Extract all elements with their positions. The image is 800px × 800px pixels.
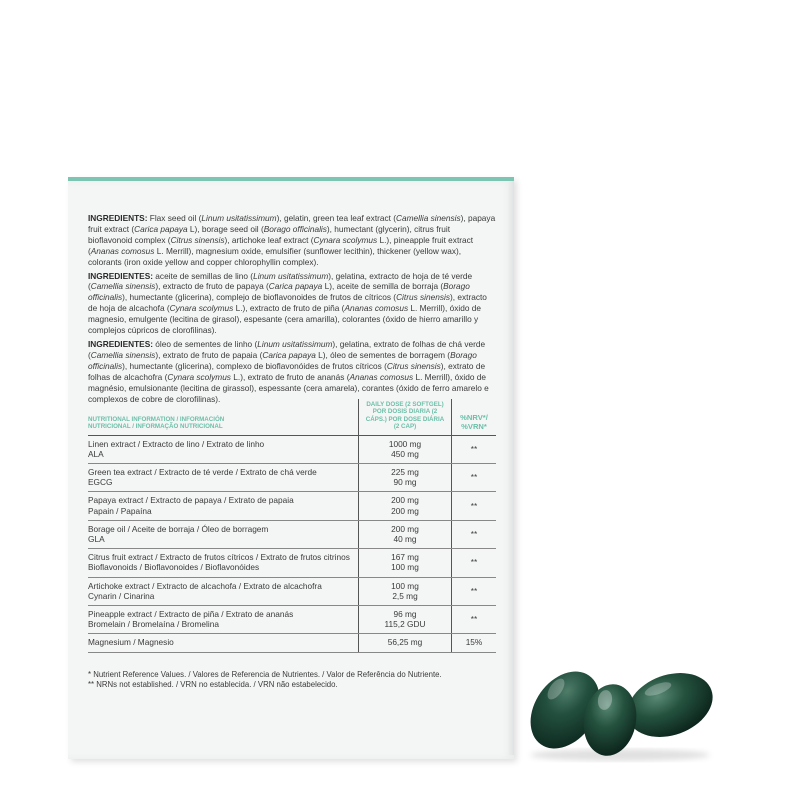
ingredients-text: L. Merrill), óxido de magnesio, emulgente (lecitina de girasol), espesante (cera amarilla), colorantes (óxido de hierro amarillo y complejos cúpricos de clorofilinas). — [88, 303, 481, 336]
row-label — [88, 435, 359, 463]
ingredients-heading: INGREDIENTES: — [88, 338, 153, 349]
ingredients-text: L), borage seed oil ( — [187, 223, 264, 234]
table-row — [88, 492, 496, 520]
row-label — [88, 577, 359, 605]
ingredients-text: L. Merrill), óxido de magnésio, emulsionante (lecitina de girassol), espessante (cera amarela), corantes (óxido de ferro amarelo e complexos de cobre de clorofilinas). — [88, 371, 489, 404]
latin-name: Borago officinalis — [263, 223, 327, 234]
row-dose-2: 450 mg — [391, 448, 419, 459]
ingredients-text: L.), extrato de fruto de ananás ( — [230, 371, 350, 382]
row-dose-1: 200 mg — [391, 495, 419, 506]
row-name: Linen extract / Extracto de lino / Extrato de linho — [88, 438, 265, 449]
latin-name: Linum usitatissimum — [253, 270, 329, 281]
row-name: Magnesium / Magnesio — [88, 637, 174, 648]
latin-name: Carica papaya — [262, 349, 316, 360]
row-name: Papaya extract / Extracto de papaya / Extrato de papaia — [88, 495, 294, 506]
ingredients-text: aceite de semillas de lino ( — [153, 270, 254, 281]
row-nrv: ** — [452, 549, 497, 577]
row-nrv: ** — [452, 492, 497, 520]
row-label — [88, 549, 359, 577]
nutrition-table — [88, 399, 496, 653]
ingredients-es — [88, 271, 496, 336]
row-nrv: 15% — [452, 634, 497, 652]
ingredients-text: ), gelatina, extracto de hoja de té verde ( — [88, 270, 473, 292]
row-nrv: ** — [452, 577, 497, 605]
row-name: Green tea extract / Extracto de té verde / Extrato de chá verde — [88, 467, 317, 478]
table-row — [88, 549, 496, 577]
row-dose-1: 225 mg — [391, 467, 419, 478]
footnote-1: * Nutrient Reference Values. / Valores de Referencia de Nutrientes. / Valor de Referência do Nutriente. — [88, 670, 442, 679]
row-sub: Papain / Papaína — [88, 505, 152, 516]
latin-name: Ananas comosus — [344, 303, 409, 314]
row-dose — [359, 435, 452, 463]
table-row — [88, 520, 496, 548]
footnotes — [88, 670, 496, 690]
latin-name: Citrus sinensis — [386, 360, 441, 371]
latin-name: Carica papaya — [134, 223, 188, 234]
softgel-capsules-image — [520, 655, 720, 765]
table-row — [88, 634, 496, 652]
table-row — [88, 577, 496, 605]
ingredients-text: L), óleo de sementes de borragem ( — [315, 349, 451, 360]
latin-name: Linum usitatissimum — [257, 338, 333, 349]
latin-name: Linum usitatissimum — [201, 213, 277, 223]
latin-name: Camellia sinensis — [90, 281, 156, 292]
product-box — [68, 177, 514, 759]
ingredients-text: ), artichoke leaf extract ( — [224, 234, 314, 245]
ingredients-text: Flax seed oil ( — [147, 213, 202, 223]
header-nrv: %NRV*/ %VRN* — [452, 399, 497, 435]
ingredients-en — [88, 213, 496, 268]
latin-name: Citrus sinensis — [170, 234, 225, 245]
row-dose — [359, 634, 452, 652]
latin-name: Camellia sinensis — [90, 349, 156, 360]
ingredients-heading: INGREDIENTS: — [88, 213, 148, 223]
ingredients-text: L.), pineapple fruit extract ( — [88, 234, 474, 256]
row-name: Pineapple extract / Extracto de piña / Extrato de ananás — [88, 609, 294, 620]
table-row — [88, 606, 496, 634]
ingredients-text: ), extracto de hoja de alcachofa ( — [88, 292, 487, 314]
ingredients-text: L. Merrill), magnesium oxide, emulsifier (sunflower lecithin), thickener (yellow wax), colorants (iron oxide yellow and copper chlorophyllin complex). — [88, 245, 462, 267]
ingredients-text: ), gelatina, extrato de folhas de chá verde ( — [88, 338, 486, 360]
ingredients-text: ), extrato de folhas de alcachofra ( — [88, 360, 486, 382]
row-sub: Bromelain / Bromelaína / Bromelina — [88, 619, 219, 630]
row-dose — [359, 492, 452, 520]
row-dose — [359, 464, 452, 492]
ingredients-text: ), papaya fruit extract ( — [88, 213, 496, 234]
table-row — [88, 464, 496, 492]
row-label — [88, 464, 359, 492]
latin-name: Citrus sinensis — [396, 292, 451, 303]
row-dose-2: 100 mg — [391, 562, 419, 573]
ingredients-pt — [88, 339, 496, 404]
box-edge — [508, 181, 514, 755]
row-nrv: ** — [452, 520, 497, 548]
ingredients-text: ), extracto de fruto de papaya ( — [155, 281, 269, 292]
row-dose-2: 115,2 GDU — [384, 619, 426, 630]
row-sub: GLA — [88, 534, 105, 545]
row-label — [88, 606, 359, 634]
row-dose-2: 200 mg — [391, 505, 419, 516]
row-dose — [359, 520, 452, 548]
latin-name: Borago officinalis — [88, 281, 470, 303]
header-label: NUTRITIONAL INFORMATION / INFORMACIÓN NUTRICIONAL / INFORMAÇÃO NUTRICIONAL — [88, 399, 359, 435]
ingredients-text: ), extrato de fruto de papaia ( — [155, 349, 263, 360]
ingredients-text: ), humectant (glycerin), citrus fruit bioflavonoid complex ( — [88, 223, 451, 245]
row-dose — [359, 549, 452, 577]
header-dose: DAILY DOSE (2 SOFTGEL) POR DOSIS DIARIA (2 CÁPS.) POR DOSE DIÁRIA (2 CAP) — [359, 399, 452, 435]
row-name: Citrus fruit extract / Extracto de frutos cítricos / Extrato de frutos citrinos — [88, 552, 350, 563]
row-dose-1: 1000 mg — [388, 438, 422, 449]
row-dose — [359, 606, 452, 634]
row-nrv: ** — [452, 435, 497, 463]
table-row — [88, 435, 496, 463]
latin-name: Cynara scolymus — [167, 371, 231, 382]
row-dose — [359, 577, 452, 605]
row-sub: ALA — [88, 448, 104, 459]
row-dose-2: 40 mg — [393, 534, 417, 545]
row-dose-1: 200 mg — [391, 523, 419, 534]
row-nrv: ** — [452, 464, 497, 492]
latin-name: Camellia sinensis — [396, 213, 461, 223]
latin-name: Ananas comosus — [90, 245, 155, 256]
footnote-2: ** NRNs not established. / VRN no establecida. / VRN não estabelecido. — [88, 679, 338, 689]
row-name: Borage oil / Aceite de borraja / Óleo de borragem — [88, 523, 269, 534]
row-sub: EGCG — [88, 477, 113, 488]
ingredients-text: óleo de sementes de linho ( — [153, 338, 258, 349]
row-sub: Cynarin / Cinarina — [88, 590, 155, 601]
ingredients-text: ), gelatin, green tea leaf extract ( — [276, 213, 397, 223]
ingredients-text: ), humectante (glicerina), complexo de bioflavonóides de frutos cítricos ( — [122, 360, 387, 371]
latin-name: Ananas comosus — [349, 371, 414, 382]
ingredients-text: L.), extracto de fruto de piña ( — [233, 303, 345, 314]
row-sub: Bioflavonoids / Bioflavonoides / Bioflavonóides — [88, 562, 260, 573]
row-nrv: ** — [452, 606, 497, 634]
row-label — [88, 520, 359, 548]
ingredients-heading: INGREDIENTES: — [88, 270, 153, 281]
row-dose-1: 96 mg — [393, 609, 417, 620]
row-dose-2: 90 mg — [393, 477, 417, 488]
latin-name: Cynara scolymus — [313, 234, 378, 245]
row-label — [88, 492, 359, 520]
row-dose-1: 167 mg — [391, 552, 419, 563]
ingredients-text: ), humectante (glicerina), complejo de bioflavonoides de frutos de cítricos ( — [122, 292, 397, 303]
latin-name: Borago officinalis — [88, 349, 477, 371]
ingredients-text: L), aceite de semilla de borraja ( — [322, 281, 444, 292]
row-name: Artichoke extract / Extracto de alcachofa / Extrato de alcachofra — [88, 580, 322, 591]
ingredients-block — [88, 213, 496, 407]
row-label — [88, 634, 359, 652]
latin-name: Cynara scolymus — [169, 303, 234, 314]
latin-name: Carica papaya — [268, 281, 323, 292]
row-dose-2: 2,5 mg — [392, 590, 418, 601]
row-dose-1: 100 mg — [391, 580, 419, 591]
row-dose-1: 56,25 mg — [387, 637, 423, 648]
